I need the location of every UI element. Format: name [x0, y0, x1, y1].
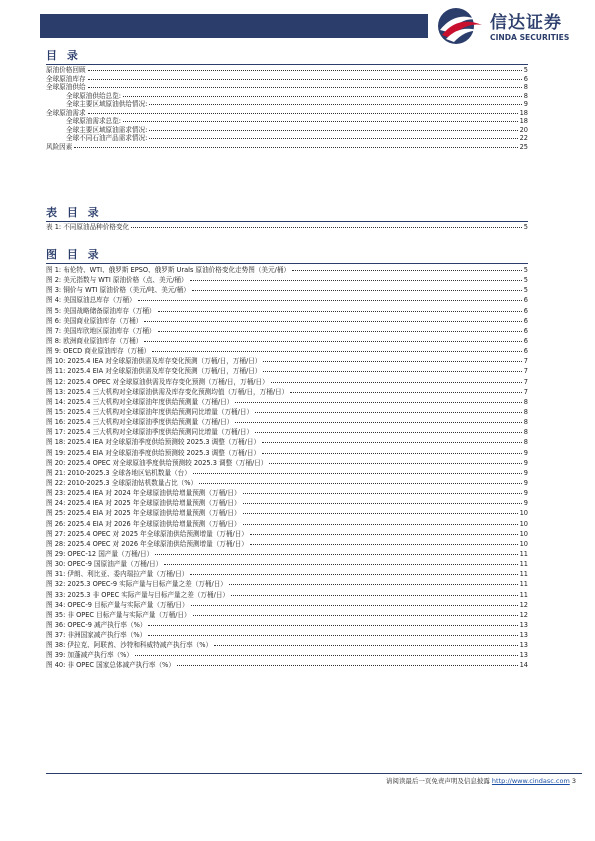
entry-label: 风险因素	[46, 142, 73, 151]
toc-entry[interactable]	[46, 92, 528, 101]
toc-title: 目 录	[46, 49, 81, 62]
dot-leader	[164, 564, 517, 565]
entry-label: 图 21: 2010-2025.3 全球各地区钻机数量（台）	[46, 468, 191, 477]
entry-label: 图 30: OPEC-9 国原油产量（万桶/日）	[46, 560, 163, 569]
dot-leader	[193, 615, 518, 616]
dot-leader	[231, 595, 518, 596]
tables-section	[46, 206, 528, 232]
entry-label: 全球主要区域原油需求情况:	[66, 125, 148, 134]
entry-label: 图 24: 2025.4 IEA 对 2025 年全球原油供给增量预测（万桶/日）	[46, 499, 241, 508]
entry-page-number: 13	[519, 641, 528, 650]
dot-leader	[123, 96, 522, 97]
tables-title: 表 目 录	[46, 206, 102, 219]
dot-leader	[88, 87, 522, 88]
toc-entry[interactable]	[46, 427, 528, 437]
entry-label: 图 16: 2025.4 三大机构对全球原油季度供给预测量（万桶/日）	[46, 418, 234, 427]
entry-page-number: 9	[523, 478, 528, 487]
dot-leader	[152, 351, 522, 352]
dot-leader	[263, 371, 521, 372]
dot-leader	[149, 130, 517, 131]
toc-entry[interactable]	[46, 316, 528, 326]
dot-leader	[155, 554, 517, 555]
tables-list	[46, 223, 528, 232]
dot-leader	[235, 422, 522, 423]
toc-entry[interactable]	[46, 143, 528, 152]
toc-entry[interactable]	[46, 559, 528, 569]
toc-entry[interactable]	[46, 306, 528, 316]
dot-leader	[271, 382, 522, 383]
dot-leader	[191, 605, 518, 606]
dot-leader	[255, 432, 522, 433]
footer-rule	[46, 773, 582, 774]
footer-text	[386, 776, 576, 785]
dot-leader	[243, 503, 522, 504]
entry-label: 图 35: 非 OPEC 目标产量与实际产量（万桶/日）	[46, 610, 191, 619]
entry-page-number: 5	[523, 223, 528, 231]
dot-leader	[199, 483, 522, 484]
toc-entry[interactable]	[46, 590, 528, 600]
figures-list	[46, 265, 528, 671]
toc-entry[interactable]	[46, 265, 528, 275]
entry-page-number: 5	[523, 66, 528, 74]
toc-entry[interactable]	[46, 223, 528, 232]
entry-page-number: 10	[519, 519, 528, 528]
entry-label: 图 17: 2025.4 三大机构对全球原油季度供给预测同比增量（万桶/日）	[46, 428, 254, 437]
entry-label: 图 26: 2025.4 EIA 对 2026 年全球原油供给增量预测（万桶/日）	[46, 519, 241, 528]
entry-page-number: 11	[519, 570, 528, 579]
entry-label: 图 7: 美国库欣地区原油库存（万桶）	[46, 326, 156, 335]
entry-label: 图 29: OPEC-12 国产量（万桶/日）	[46, 549, 154, 558]
dot-leader	[158, 311, 522, 312]
entry-page-number: 6	[523, 306, 528, 315]
dot-leader	[193, 473, 522, 474]
entry-page-number: 7	[523, 367, 528, 376]
toc-entry[interactable]	[46, 336, 528, 346]
toc-entry[interactable]	[46, 285, 528, 295]
entry-page-number: 5	[523, 286, 528, 295]
dot-leader	[262, 442, 522, 443]
footer-url-link[interactable]: http://www.cindasc.com	[491, 777, 570, 785]
toc-entry[interactable]	[46, 346, 528, 356]
toc-section	[46, 49, 528, 151]
entry-page-number: 7	[523, 377, 528, 386]
entry-page-number: 9	[523, 489, 528, 498]
entry-label: 图 33: 2025.3 非 OPEC 实际产量与目标产量之差（万桶/日）	[46, 590, 230, 599]
toc-entry[interactable]	[46, 458, 528, 468]
entry-page-number: 10	[519, 509, 528, 518]
entry-page-number: 18	[519, 108, 528, 117]
tables-title-rule	[46, 221, 528, 222]
toc-entry[interactable]	[46, 397, 528, 407]
toc-entry[interactable]	[46, 610, 528, 620]
entry-label: 表 1: 不同原油品种价格变化	[46, 223, 130, 231]
entry-label: 全球原油库存	[46, 74, 86, 83]
dot-leader	[88, 79, 522, 80]
entry-page-number: 12	[519, 610, 528, 619]
dot-leader	[88, 70, 522, 71]
toc-list	[46, 66, 528, 151]
entry-label: 图 23: 2025.4 IEA 对 2024 年全球原油供给增量预测（万桶/日）	[46, 489, 241, 498]
footer-page-number: 3	[571, 777, 576, 785]
entry-page-number: 8	[523, 418, 528, 427]
dot-leader	[135, 655, 518, 656]
entry-label: 图 11: 2025.4 EIA 对全球原油供需及库存变化预测（万桶/日，万桶/日）	[46, 367, 262, 376]
toc-entry[interactable]	[46, 417, 528, 427]
toc-entry[interactable]	[46, 326, 528, 336]
entry-page-number: 10	[519, 529, 528, 538]
dot-leader	[262, 453, 522, 454]
dot-leader	[148, 625, 517, 626]
logo-chinese-text: 信达证券	[490, 13, 562, 33]
entry-label: 图 31: 伊朗、利比亚、委内瑞拉产量（万桶/日）	[46, 570, 189, 579]
entry-label: 全球原油供给	[46, 83, 86, 92]
toc-entry[interactable]	[46, 478, 528, 488]
toc-entry[interactable]	[46, 66, 528, 75]
toc-entry[interactable]	[46, 366, 528, 376]
dot-leader	[229, 584, 518, 585]
toc-entry[interactable]	[46, 356, 528, 366]
toc-entry[interactable]	[46, 109, 528, 118]
entry-label: 全球原油需求总览:	[66, 117, 121, 126]
entry-page-number: 6	[523, 336, 528, 345]
toc-entry[interactable]	[46, 508, 528, 518]
dot-leader	[290, 392, 522, 393]
entry-page-number: 9	[523, 448, 528, 457]
toc-entry[interactable]	[46, 519, 528, 529]
entry-label: 图 40: 非 OPEC 国家总体减产执行率（%）	[46, 661, 175, 670]
figures-title: 图 目 录	[46, 248, 102, 261]
toc-entry[interactable]	[46, 100, 528, 109]
entry-label: 图 2: 美元指数与 WTI 原油价格（点、美元/桶）	[46, 276, 188, 285]
dot-leader	[144, 341, 521, 342]
entry-page-number: 11	[519, 549, 528, 558]
dot-leader	[250, 544, 518, 545]
entry-label: 全球原油供给总览:	[66, 91, 121, 100]
entry-page-number: 8	[523, 407, 528, 416]
dot-leader	[250, 534, 518, 535]
entry-page-number: 7	[523, 387, 528, 396]
dot-leader	[123, 121, 518, 122]
toc-entry[interactable]	[46, 83, 528, 92]
toc-entry[interactable]	[46, 75, 528, 84]
toc-entry[interactable]	[46, 275, 528, 285]
entry-page-number: 6	[523, 296, 528, 305]
entry-page-number: 8	[523, 91, 528, 100]
dot-leader	[243, 524, 518, 525]
entry-label: 图 14: 2025.4 三大机构对全球原油年度供给预测量（万桶/日）	[46, 397, 234, 406]
entry-label: 图 28: 2025.4 OPEC 对 2026 年全球原油供给预测增量（万桶/日）	[46, 539, 248, 548]
entry-label: 图 19: 2025.4 EIA 对全球原油季度供给预测较 2025.3 调整（万桶/日）	[46, 448, 261, 457]
entry-label: 图 13: 2025.4 三大机构对全球原油供需及库存变化预测均值（万桶/日，万桶/日）	[46, 387, 289, 396]
entry-label: 图 34: OPEC-9 目标产量与实际产量（万桶/日）	[46, 600, 189, 609]
entry-page-number: 25	[519, 142, 528, 151]
toc-entry[interactable]	[46, 539, 528, 549]
toc-entry[interactable]	[46, 620, 528, 630]
entry-page-number: 22	[519, 134, 528, 143]
entry-label: 图 1: 布伦特、WTI、俄罗斯 EPSO、俄罗斯 Urals 原油价格变化走势图（美元/桶）	[46, 266, 291, 274]
toc-entry[interactable]	[46, 488, 528, 498]
entry-page-number: 14	[519, 661, 528, 670]
entry-page-number: 11	[519, 560, 528, 569]
dot-leader	[192, 290, 522, 291]
entry-label: 图 22: 2010-2025.3 全球原油钻机数量占比（%）	[46, 478, 198, 487]
footer	[46, 773, 586, 785]
entry-label: 全球不同石油产品需求情况:	[66, 134, 148, 143]
toc-entry[interactable]	[46, 498, 528, 508]
entry-page-number: 8	[523, 438, 528, 447]
toc-entry[interactable]	[46, 660, 528, 670]
toc-entry[interactable]	[46, 117, 528, 126]
entry-page-number: 9	[523, 499, 528, 508]
entry-page-number: 13	[519, 651, 528, 660]
toc-entry[interactable]	[46, 468, 528, 478]
entry-label: 图 6: 美国商业原油库存（万桶）	[46, 316, 143, 325]
dot-leader	[243, 493, 522, 494]
entry-label: 全球原油需求	[46, 108, 86, 117]
dot-leader	[255, 412, 522, 413]
dot-leader	[269, 463, 521, 464]
footer-disclaimer[interactable]: 请阅读最后一页免责声明及信息披露	[385, 777, 490, 785]
entry-label: 图 12: 2025.4 OPEC 对全球原油供需及库存变化预测（万桶/日，万桶/日）	[46, 377, 269, 386]
header-bar	[40, 14, 428, 38]
entry-page-number: 6	[523, 74, 528, 83]
toc-entry[interactable]	[46, 600, 528, 610]
entry-label: 图 36: OPEC-9 减产执行率（%）	[46, 620, 147, 629]
entry-label: 图 32: 2025.3 OPEC-9 实际产量与目标产量之差（万桶/日）	[46, 580, 227, 589]
toc-entry[interactable]	[46, 549, 528, 559]
entry-label: 图 39: 加蓬减产执行率（%）	[46, 651, 134, 660]
dot-leader	[235, 402, 522, 403]
entry-page-number: 10	[519, 539, 528, 548]
dot-leader	[138, 300, 522, 301]
entry-label: 图 9: OECD 商业原油库存（万桶）	[46, 347, 151, 356]
toc-entry[interactable]	[46, 569, 528, 579]
entry-label: 图 20: 2025.4 OPEC 对全球原油季度供给预测较 2025.3 调整（万桶/日）	[46, 458, 268, 467]
entry-label: 图 25: 2025.4 EIA 对 2025 年全球原油供给增量预测（万桶/日）	[46, 509, 241, 518]
dot-leader	[74, 147, 517, 148]
toc-title-rule	[46, 64, 528, 65]
entry-label: 图 10: 2025.4 IEA 对全球原油供需及库存变化预测（万桶/日，万桶/日）	[46, 357, 262, 366]
dot-leader	[214, 645, 517, 646]
entry-label: 图 8: 欧洲商业原油库存（万桶）	[46, 336, 143, 345]
entry-page-number: 12	[519, 600, 528, 609]
toc-entry[interactable]	[46, 640, 528, 650]
dot-leader	[190, 574, 517, 575]
entry-label: 图 3: 铜价与 WTI 原油价格（美元/吨、美元/桶）	[46, 286, 190, 295]
figures-section	[46, 248, 528, 671]
toc-entry[interactable]	[46, 387, 528, 397]
dot-leader	[149, 104, 521, 105]
dot-leader	[190, 280, 522, 281]
entry-page-number: 11	[519, 590, 528, 599]
entry-page-number: 6	[523, 316, 528, 325]
dot-leader	[131, 227, 522, 228]
entry-label: 图 15: 2025.4 三大机构对全球原油年度供给预测同比增量（万桶/日）	[46, 407, 254, 416]
toc-entry[interactable]	[46, 448, 528, 458]
dot-leader	[177, 665, 518, 666]
logo-english-text: CINDA SECURITIES	[490, 33, 570, 42]
dot-leader	[243, 513, 518, 514]
toc-entry[interactable]	[46, 650, 528, 660]
figures-title-rule	[46, 263, 528, 264]
dot-leader	[263, 361, 521, 362]
entry-page-number: 8	[523, 428, 528, 437]
entry-page-number: 9	[523, 100, 528, 109]
entry-page-number: 9	[523, 458, 528, 467]
toc-entry[interactable]	[46, 295, 528, 305]
entry-page-number: 5	[523, 266, 528, 274]
entry-page-number: 20	[519, 125, 528, 134]
cinda-logo-icon	[434, 6, 486, 46]
toc-entry[interactable]	[46, 630, 528, 640]
dot-leader	[158, 331, 522, 332]
entry-page-number: 6	[523, 326, 528, 335]
toc-entry[interactable]	[46, 134, 528, 143]
entry-page-number: 9	[523, 468, 528, 477]
dot-leader	[148, 635, 517, 636]
toc-entry[interactable]	[46, 529, 528, 539]
entry-label: 图 38: 伊拉克、阿联酋、沙特和科威特减产执行率（%）	[46, 641, 213, 650]
entry-page-number: 5	[523, 276, 528, 285]
entry-page-number: 6	[523, 347, 528, 356]
dot-leader	[149, 138, 517, 139]
entry-label: 全球主要区域原油供给情况:	[66, 100, 148, 109]
toc-entry[interactable]	[46, 579, 528, 589]
entry-page-number: 13	[519, 620, 528, 629]
entry-page-number: 7	[523, 357, 528, 366]
entry-label: 图 18: 2025.4 IEA 对全球原油季度供给预测较 2025.3 调整（万桶/日）	[46, 438, 261, 447]
entry-label: 图 27: 2025.4 OPEC 对 2025 年全球原油供给预测增量（万桶/日）	[46, 529, 248, 538]
toc-entry[interactable]	[46, 377, 528, 387]
entry-label: 原油价格回顾	[46, 66, 86, 74]
entry-label: 图 4: 美国原油总库存（万桶）	[46, 296, 136, 305]
entry-label: 图 37: 非洲国家减产执行率（%）	[46, 631, 147, 640]
entry-page-number: 13	[519, 631, 528, 640]
entry-page-number: 8	[523, 83, 528, 92]
dot-leader	[88, 113, 518, 114]
dot-leader	[144, 321, 521, 322]
entry-page-number: 11	[519, 580, 528, 589]
dot-leader	[292, 270, 522, 271]
entry-page-number: 8	[523, 397, 528, 406]
toc-entry[interactable]	[46, 407, 528, 417]
entry-label: 图 5: 美国战略储备原油库存（万桶）	[46, 306, 156, 315]
entry-page-number: 18	[519, 117, 528, 126]
cinda-logo	[434, 6, 584, 46]
toc-entry[interactable]	[46, 437, 528, 447]
